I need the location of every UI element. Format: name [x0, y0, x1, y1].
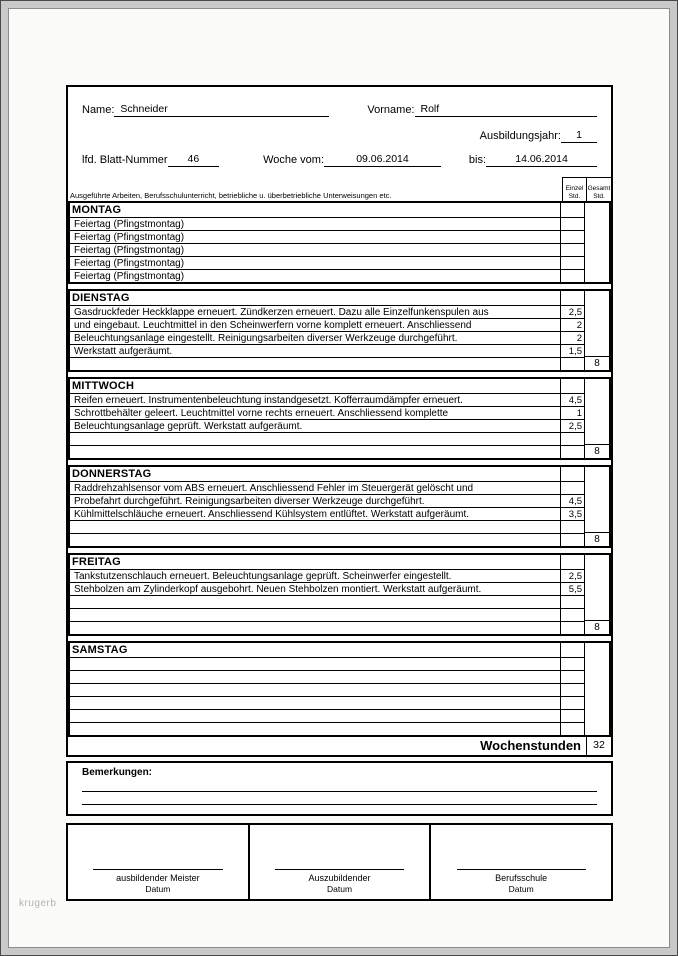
work-row [70, 344, 584, 357]
work-hours [560, 257, 584, 269]
work-hours [560, 596, 584, 608]
work-row [70, 419, 584, 432]
work-text: Feiertag (Pfingstmontag) [74, 245, 185, 256]
work-hours [560, 358, 584, 370]
work-text [70, 446, 560, 458]
day-name: DIENSTAG [72, 292, 130, 304]
work-text [70, 521, 560, 533]
day-name: DONNERSTAG [72, 468, 152, 480]
day-block-mittwoch [68, 377, 611, 460]
work-row [70, 481, 584, 494]
day-name: MONTAG [72, 204, 122, 216]
blatt-nummer-label: lfd. Blatt-Nummer [82, 154, 168, 166]
work-hours: 2 [560, 332, 584, 344]
work-hours [560, 697, 584, 709]
day-rows [70, 555, 584, 634]
work-hours [560, 231, 584, 243]
day-total: 8 [585, 532, 609, 546]
work-hours [560, 658, 584, 670]
work-text [70, 433, 560, 445]
gesamt-spacer [585, 379, 609, 444]
remarks-line-1 [82, 779, 597, 792]
header-row-week [82, 153, 597, 167]
gesamt-spacer [585, 291, 609, 356]
day-rows [70, 467, 584, 546]
work-text: Kühlmittelschläuche erneuert. Anschliessend Kühlsystem entlüftet. Werkstatt aufgeräumt. [74, 509, 470, 520]
watermark-text: krugerb [19, 898, 57, 909]
work-row [70, 533, 584, 546]
work-row [70, 657, 584, 670]
work-row [70, 393, 584, 406]
work-row [70, 269, 584, 282]
day-rows [70, 643, 584, 735]
day-name: MITTWOCH [72, 380, 135, 392]
work-text: Beleuchtungsanlage eingestellt. Reinigungsarbeiten diverser Werkzeuge durchgeführt. [74, 333, 458, 344]
gesamt-spacer [585, 555, 609, 620]
work-text: Feiertag (Pfingstmontag) [74, 219, 185, 230]
work-hours [560, 433, 584, 445]
vorname-label: Vorname: [367, 104, 415, 116]
work-row [70, 608, 584, 621]
day-rows [70, 379, 584, 458]
work-row [70, 696, 584, 709]
work-row [70, 331, 584, 344]
work-hours [560, 244, 584, 256]
signature-cell-berufsschule [429, 825, 611, 899]
work-text: Tankstutzenschlauch erneuert. Beleuchtungsanlage geprüft. Scheinwerfer eingestellt. [74, 571, 452, 582]
work-row [70, 406, 584, 419]
header-row-name [82, 103, 597, 117]
day-header-row [70, 379, 584, 393]
ausbildungsjahr-value: 1 [561, 129, 597, 143]
work-text: Gasdruckfeder Heckklappe erneuert. Zündkerzen erneuert. Dazu alle Einzelfunkenspulen aus [74, 307, 489, 318]
signature-line [275, 869, 404, 870]
day-total: 8 [585, 620, 609, 634]
work-row [70, 595, 584, 608]
signature-date-label: Datum [145, 884, 171, 894]
signature-role-label: Berufsschule [495, 873, 548, 883]
gesamt-cell [584, 555, 609, 634]
remarks-line-2 [82, 792, 597, 805]
work-text [70, 684, 560, 696]
work-text [70, 609, 560, 621]
work-row [70, 582, 584, 595]
signature-cell-meister [68, 825, 248, 899]
signature-role-label: Auszubildender [308, 873, 371, 883]
work-text: Probefahrt durchgeführt. Reinigungsarbeiten diverser Werkzeuge durchgeführt. [74, 496, 425, 507]
weekly-report-form [66, 85, 613, 901]
work-text: Feiertag (Pfingstmontag) [74, 271, 185, 282]
table-column-header [68, 177, 611, 201]
gesamt-cell [584, 379, 609, 458]
einzel-header-cell [560, 291, 584, 305]
work-row [70, 230, 584, 243]
work-row [70, 683, 584, 696]
einzel-header-cell [560, 555, 584, 569]
signature-date-label: Datum [508, 884, 534, 894]
gesamt-label: Gesamt [587, 185, 611, 192]
work-text: Feiertag (Pfingstmontag) [74, 258, 185, 269]
einzel-header-cell [560, 379, 584, 393]
work-hours: 5,5 [560, 583, 584, 595]
day-total: 8 [585, 356, 609, 370]
work-hours: 2,5 [560, 420, 584, 432]
work-text [70, 710, 560, 722]
work-text: Feiertag (Pfingstmontag) [74, 232, 185, 243]
day-name: FREITAG [72, 556, 121, 568]
work-row [70, 670, 584, 683]
work-hours [560, 218, 584, 230]
einzel-header-cell [560, 643, 584, 657]
work-row [70, 217, 584, 230]
days-container [68, 201, 611, 737]
signature-role-label: ausbildender Meister [116, 873, 200, 883]
work-text: und eingebaut. Leuchtmittel in den Scheinwerfern vorne komplett erneuert. Anschliessend [74, 320, 472, 331]
ausbildungsjahr-label: Ausbildungsjahr: [479, 130, 561, 142]
work-text [70, 596, 560, 608]
work-hours: 2 [560, 319, 584, 331]
work-row [70, 256, 584, 269]
work-row [70, 318, 584, 331]
gesamt-std-column-header [586, 177, 611, 201]
report-sheet [8, 8, 670, 948]
work-hours: 4,5 [560, 394, 584, 406]
work-text [70, 358, 560, 370]
work-row [70, 357, 584, 370]
work-text: Raddrehzahlsensor vom ABS erneuert. Anschliessend Fehler im Steuergerät gelöscht und [74, 483, 474, 494]
work-text: Stehbolzen am Zylinderkopf ausgebohrt. Neuen Stehbolzen montiert. Werkstatt aufgeräumt. [74, 584, 482, 595]
remarks-box [66, 761, 613, 816]
work-hours [560, 482, 584, 494]
work-row [70, 445, 584, 458]
day-header-row [70, 467, 584, 481]
einzel-std-column-header [562, 177, 586, 201]
wochenstunden-label: Wochenstunden [480, 738, 581, 753]
work-text: Reifen erneuert. Instrumentenbeleuchtung instandgesetzt. Kofferraumdämpfer erneuert. [74, 395, 463, 406]
work-hours: 2,5 [560, 306, 584, 318]
day-total [585, 268, 609, 282]
work-hours: 3,5 [560, 508, 584, 520]
work-hours [560, 609, 584, 621]
day-rows [70, 203, 584, 282]
day-name: SAMSTAG [72, 644, 128, 656]
einzel-header-cell [560, 203, 584, 217]
signature-line [457, 869, 586, 870]
work-row [70, 569, 584, 582]
work-text: Schrottbehälter geleert. Leuchtmittel vorne rechts erneuert. Anschliessend komplette [74, 408, 449, 419]
form-main-box [66, 85, 613, 757]
work-hours [560, 446, 584, 458]
signature-box [66, 823, 613, 901]
gesamt-std-label: Std. [593, 192, 605, 200]
gesamt-spacer [585, 643, 609, 721]
work-text [70, 622, 560, 634]
gesamt-cell [584, 291, 609, 370]
work-row [70, 709, 584, 722]
work-text: Werkstatt aufgeräumt. [74, 346, 173, 357]
day-block-dienstag [68, 289, 611, 372]
gesamt-spacer [585, 467, 609, 532]
work-row [70, 494, 584, 507]
day-block-montag [68, 201, 611, 284]
work-text: Beleuchtungsanlage geprüft. Werkstatt aufgeräumt. [74, 421, 303, 432]
work-hours [560, 521, 584, 533]
work-row [70, 432, 584, 445]
einzel-header-cell [560, 467, 584, 481]
work-hours [560, 684, 584, 696]
work-text [70, 658, 560, 670]
work-hours [560, 622, 584, 634]
bemerkungen-label: Bemerkungen: [82, 767, 153, 778]
work-hours [560, 270, 584, 282]
blatt-nummer-value: 46 [168, 153, 220, 167]
day-block-donnerstag [68, 465, 611, 548]
bis-label: bis: [468, 154, 487, 166]
vorname-value: Rolf [415, 103, 598, 117]
gesamt-cell [584, 467, 609, 546]
name-label: Name: [82, 104, 115, 116]
day-header-row [70, 203, 584, 217]
bis-value: 14.06.2014 [486, 153, 597, 167]
work-hours: 1,5 [560, 345, 584, 357]
einzel-label: Einzel [565, 185, 584, 192]
work-hours [560, 710, 584, 722]
woche-vom-label: Woche vom: [263, 154, 325, 166]
work-hours: 4,5 [560, 495, 584, 507]
work-text [70, 671, 560, 683]
name-value: Schneider [114, 103, 329, 117]
day-header-row [70, 291, 584, 305]
work-row [70, 243, 584, 256]
work-text [70, 534, 560, 546]
day-block-freitag [68, 553, 611, 636]
day-rows [70, 291, 584, 370]
wochenstunden-value: 32 [586, 737, 611, 755]
day-block-samstag [68, 641, 611, 737]
work-row [70, 722, 584, 735]
gesamt-cell [584, 643, 609, 735]
work-hours [560, 534, 584, 546]
work-text [70, 697, 560, 709]
work-hours: 2,5 [560, 570, 584, 582]
day-header-row [70, 555, 584, 569]
gesamt-cell [584, 203, 609, 282]
signature-line [93, 869, 222, 870]
form-header [68, 87, 611, 177]
work-hours [560, 723, 584, 735]
gesamt-spacer [585, 203, 609, 268]
day-total [585, 721, 609, 735]
header-row-year [82, 129, 597, 143]
einzel-std-label: Std. [568, 192, 581, 200]
work-row [70, 507, 584, 520]
signature-date-label: Datum [326, 884, 353, 894]
woche-vom-value: 09.06.2014 [324, 153, 441, 167]
work-row [70, 520, 584, 533]
work-hours: 1 [560, 407, 584, 419]
work-text [70, 723, 560, 735]
signature-cell-auszubildender [248, 825, 430, 899]
work-description-header: Ausgeführte Arbeiten, Berufsschulunterricht, betriebliche u. überbetriebliche Unterweisungen etc. [70, 191, 392, 200]
work-hours [560, 671, 584, 683]
work-row [70, 621, 584, 634]
week-total-row [68, 737, 611, 755]
day-total: 8 [585, 444, 609, 458]
day-header-row [70, 643, 584, 657]
work-row [70, 305, 584, 318]
